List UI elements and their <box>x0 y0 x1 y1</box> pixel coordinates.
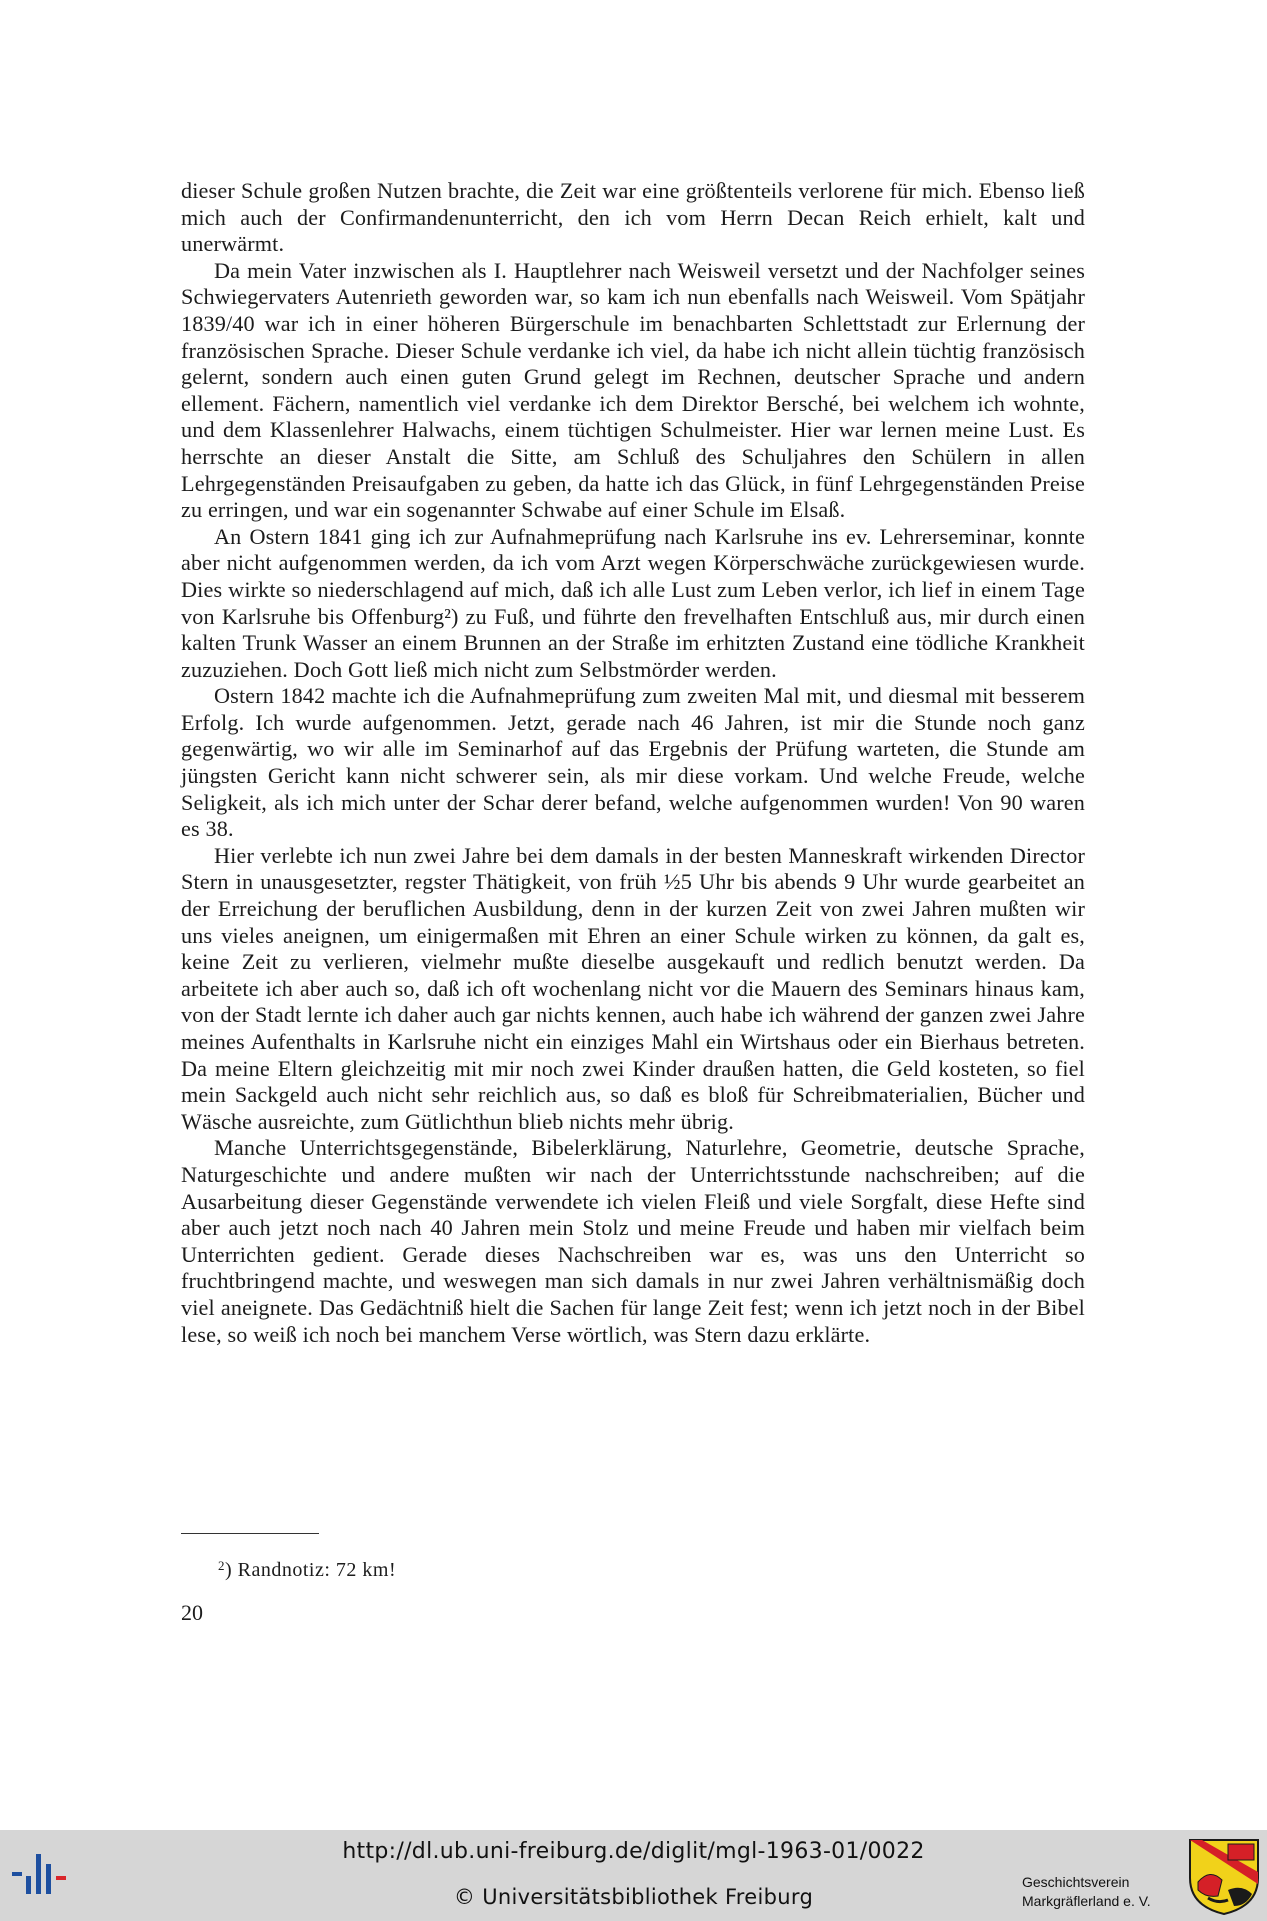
footnote-text: ) Randnotiz: 72 km! <box>225 1559 397 1581</box>
page-number: 20 <box>181 1600 203 1625</box>
paragraph: An Ostern 1841 ging ich zur Aufnahmeprüfung nach Karlsruhe ins ev. Lehrerseminar, konnte aber nicht aufgenommen werden, da ich vom Arzt wegen Körperschwäche zurückgewiesen wurde. Dies wirkte so niederschlagend auf mich, daß ich alle Lust zum Leben verlor, ich lief in einem Tage von Karlsruhe bis Offenburg²) zu Fuß, und führte den frevelhaften Entschluß aus, mir durch einen kalten Trunk Wasser an einem Brunnen an der Straße im erhitzten Zustand eine tödliche Krankheit zuzuziehen. Doch Gott ließ mich nicht zum Selbstmörder werden. <box>181 523 1085 682</box>
viewer-footer <box>0 1830 1267 1921</box>
body-text <box>181 178 1085 1348</box>
paragraph: Manche Unterrichtsgegenstände, Bibelerklärung, Naturlehre, Geometrie, deutsche Sprache, Naturgeschichte und andere mußten wir nach der Unterrichtsstunde nachschreiben; auf die Ausarbeitung dieser Gegenstände verwendete ich vielen Fleiß und viele Sorgfalt, diese Hefte sind aber auch jetzt noch nach 40 Jahren mein Stolz und meine Freude und haben mir vielfach beim Unterrichten gedient. Gerade dieses Nachschreiben war es, was uns den Unterricht so fruchtbringend machte, und weswegen man sich damals in nur zwei Jahren verhältnismäßig doch viel aneignete. Das Gedächtniß hielt die Sachen für lange Zeit fest; wenn ich jetzt noch in der Bibel lese, so weiß ich noch bei manchem Verse wörtlich, was Stern dazu erklärte. <box>181 1135 1085 1347</box>
paragraph: dieser Schule großen Nutzen brachte, die Zeit war eine größtenteils verlorene für mich. Ebenso ließ mich auch der Confirmandenunterricht, den ich vom Herrn Decan Reich erhielt, kalt und unerwärmt. <box>181 178 1085 257</box>
permalink-url[interactable]: http://dl.ub.uni-freiburg.de/diglit/mgl-1963-01/0022 <box>342 1839 925 1864</box>
footnote-marker: 2 <box>218 1558 225 1573</box>
coat-of-arms-icon <box>1188 1838 1260 1916</box>
paragraph: Da mein Vater inzwischen als I. Hauptlehrer nach Weisweil versetzt und der Nachfolger seines Schwiegervaters Autenrieth geworden war, so kam ich nun ebenfalls nach Weisweil. Vom Spätjahr 1839/40 war ich in einer höheren Bürgerschule im benachbarten Schlettstadt zur Erlernung der französischen Sprache. Dieser Schule verdanke ich viel, da habe ich nicht allein tüchtig französisch gelernt, sondern auch einen guten Grund gelegt im Rechnen, deutscher Sprache und andern ellement. Fächern, namentlich viel verdanke ich dem Direktor Bersché, bei welchem ich wohnte, und dem Klassenlehrer Halwachs, einem tüchtigen Schulmeister. Hier war lernen meine Lust. Es herrschte an dieser Anstalt die Sitte, am Schluß des Schuljahres den Schülern in allen Lehrgegenständen Preisaufgaben zu geben, da hatte ich das Glück, in fünf Lehrgegenständen Preise zu erringen, und war ein sogenannter Schwabe auf einer Schule im Elsaß. <box>181 257 1085 523</box>
society-name <box>1022 1873 1151 1911</box>
paragraph: Hier verlebte ich nun zwei Jahre bei dem damals in der besten Manneskraft wirkenden Director Stern in unausgesetzter, regster Thätigkeit, von früh ½5 Uhr bis abends 9 Uhr wurde gearbeitet an der Erreichung der beruflichen Ausbildung, denn in der kurzen Zeit von zwei Jahren mußten wir uns vieles aneignen, um einigermaßen mit Ehren an einer Schule wirken zu können, da galt es, keine Zeit zu verlieren, vielmehr mußte dieselbe ausgekauft und redlich benutzt werden. Da arbeitete ich aber auch so, daß ich oft wochenlang nicht vor die Mauern des Seminars hinaus kam, von der Stadt lernte ich daher auch gar nichts kennen, auch habe ich während der ganzen zwei Jahre meines Aufenthalts in Karlsruhe nicht ein einziges Mahl ein Wirtshaus oder ein Bierhaus betreten. Da meine Eltern gleichzeitig mit mir noch zwei Kinder draußen hatten, die Geld kosteten, so fiel mein Sackgeld auch nicht sehr reichlich aus, so daß es bloß für Schreibmaterialien, Bücher und Wäsche ausreichte, zum Gütlichthun blieb nichts mehr übrig. <box>181 842 1085 1134</box>
copyright-notice: © Universitätsbibliothek Freiburg <box>453 1885 814 1909</box>
footnote-divider <box>181 1533 319 1534</box>
society-name-line2: Markgräflerland e. V. <box>1022 1893 1151 1909</box>
footnote <box>218 1554 396 1582</box>
society-name-line1: Geschichtsverein <box>1022 1874 1130 1890</box>
paragraph: Ostern 1842 machte ich die Aufnahmeprüfung zum zweiten Mal mit, und diesmal mit besserem Erfolg. Ich wurde aufgenommen. Jetzt, gerade nach 46 Jahren, ist mir die Stunde noch ganz gegenwärtig, wo wir alle im Seminarhof auf das Ergebnis der Prüfung warteten, die Stunde am jüngsten Gericht kann nicht schwerer sein, als mir diese vorkam. Und welche Freude, welche Seligkeit, als ich mich unter der Schar derer befand, welche aufgenommen wurden! Von 90 waren es 38. <box>181 683 1085 842</box>
